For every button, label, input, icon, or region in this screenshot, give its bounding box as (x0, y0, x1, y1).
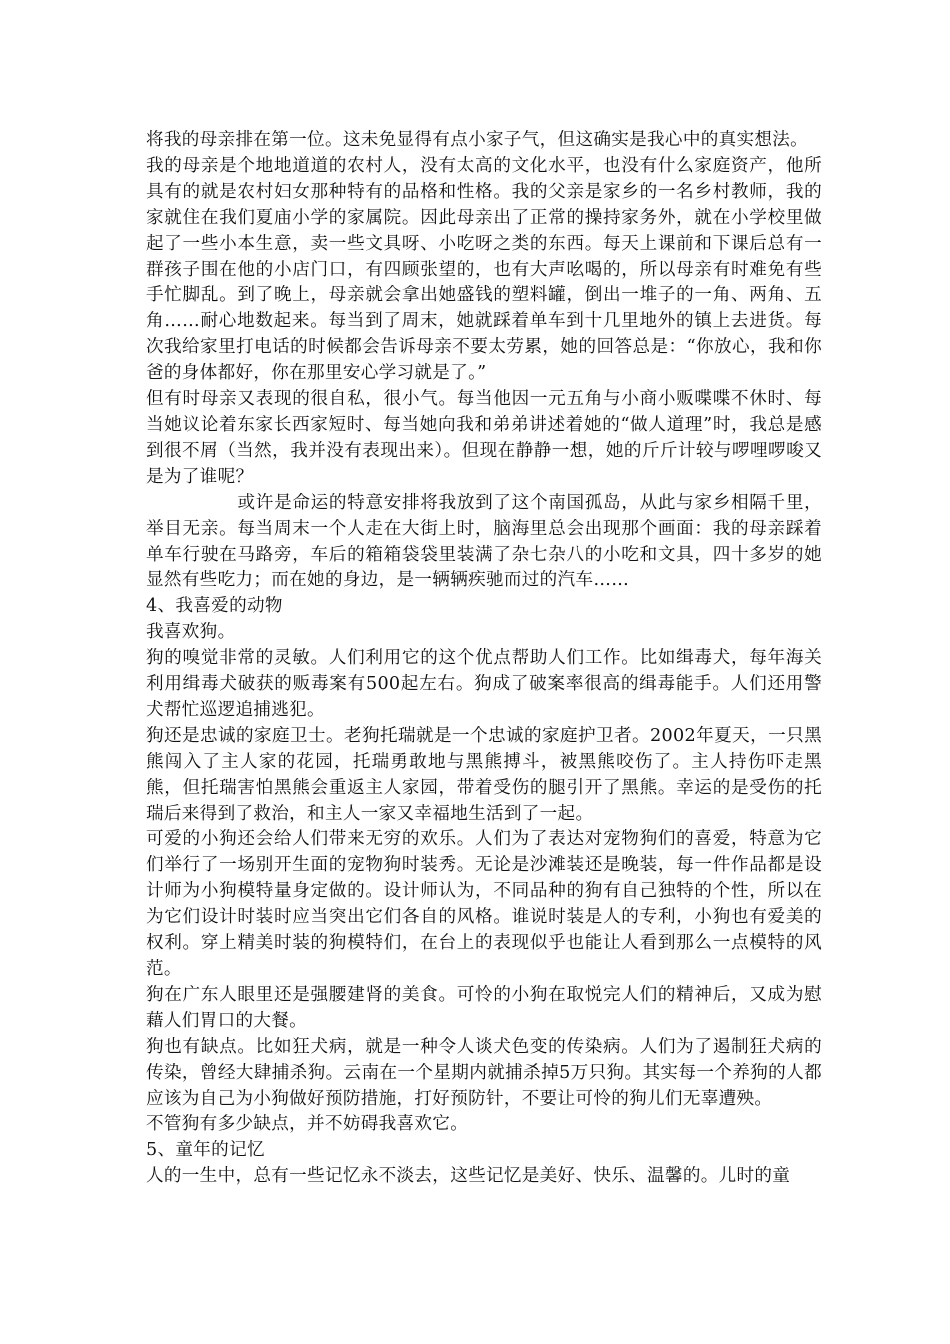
document-page (146, 128, 822, 1190)
paragraph-dog-rabies: 狗也有缺点。比如狂犬病，就是一种令人谈犬色变的传染病。人们为了遏制狂犬病的传染，曾经大肆捕杀狗。云南在一个星期内就捕杀掉5万只狗。其实每一个养狗的人都应该为自己为小狗做好预防措施，打好预防针，不要让可怜的狗儿们无辜遭殃。 (146, 1036, 822, 1109)
paragraph-dog-fashion: 可爱的小狗还会给人们带来无穷的欢乐。人们为了表达对宠物狗们的喜爱，特意为它们举行了一场别开生面的宠物狗时装秀。无论是沙滩装还是晚装，每一件作品都是设计师为小狗模特量身定做的。设计师认为，不同品种的狗有自己独特的个性，所以在为它们设计时装时应当突出它们各自的风格。谁说时装是人的专利，小狗也有爱美的权利。穿上精美时装的狗模特们，在台上的表现似乎也能让人看到那么一点模特的风范。 (146, 829, 822, 979)
section-heading-favorite-animal: 4、我喜爱的动物 (146, 596, 283, 617)
paragraph-dog-conclusion: 不管狗有多少缺点，并不妨碍我喜欢它。 (146, 1114, 469, 1135)
paragraph-dog-smell: 狗的嗅觉非常的灵敏。人们利用它的这个优点帮助人们工作。比如缉毒犬，每年海关利用缉毒犬破获的贩毒案有500起左右。狗成了破案率很高的缉毒能手。人们还用警犬帮忙巡逻追捕逃犯。 (146, 648, 822, 720)
paragraph-like-dogs: 我喜欢狗。 (146, 622, 236, 643)
paragraph-childhood-memory: 人的一生中，总有一些记忆永不淡去，这些记忆是美好、快乐、温馨的。儿时的童 (146, 1166, 791, 1187)
paragraph-mother-stingy: 但有时母亲又表现的很自私，很小气。每当他因一元五角与小商小贩喋喋不休时、每当她议论着东家长西家短时、每当她向我和弟弟讲述着她的“做人道理”时，我总是感到很不屑（当然，我并没有表现出来）。但现在静静一想，她的斤斤计较与啰哩啰唆又是为了谁呢？ (146, 389, 822, 487)
section-heading-childhood: 5、童年的记忆 (146, 1140, 265, 1161)
paragraph-mother-memory: 或许是命运的特意安排将我放到了这个南国孤岛，从此与家乡相隔千里，举目无亲。每当周末一个人走在大街上时，脑海里总会出现那个画面：我的母亲踩着单车行驶在马路旁，车后的箱箱袋袋里装满了杂七杂八的小吃和文具，四十多岁的她显然有些吃力；而在她的身边，是一辆辆疾驰而过的汽车…… (146, 492, 822, 591)
paragraph-dog-food: 狗在广东人眼里还是强腰建肾的美食。可怜的小狗在取悦完人们的精神后，又成为慰藉人们胃口的大餐。 (146, 984, 822, 1031)
paragraph-dog-loyal: 狗还是忠诚的家庭卫士。老狗托瑞就是一个忠诚的家庭护卫者。2002年夏天，一只黑熊闯入了主人家的花园，托瑞勇敢地与黑熊搏斗，被黑熊咬伤了。主人持伤吓走黑熊，但托瑞害怕黑熊会重返主人家园，带着受伤的腿引开了黑熊。幸运的是受伤的托瑞后来得到了救治，和主人一家又幸福地生活到了一起。 (146, 725, 822, 824)
paragraph-mother-rural: 我的母亲是个地地道道的农村人，没有太高的文化水平，也没有什么家庭资产，他所具有的就是农村妇女那种特有的品格和性格。我的父亲是家乡的一名乡村教师，我的家就住在我们夏庙小学的家属院。因此母亲出了正常的操持家务外，就在小学校里做起了一些小本生意，卖一些文具呀、小吃呀之类的东西。每天上课前和下课后总有一群孩子围在他的小店门口，有四顾张望的，也有大声吆喝的，所以母亲有时难免有些手忙脚乱。到了晚上，母亲就会拿出她盛钱的塑料罐，倒出一堆子的一角、两角、五角……耐心地数起来。每当到了周末，她就踩着单车到十几里地外的镇上去进货。每次我给家里打电话的时候都会告诉母亲不要太劳累，她的回答总是：“你放心，我和你爸的身体都好，你在那里安心学习就是了。” (146, 155, 822, 384)
paragraph-mother-first: 将我的母亲排在第一位。这未免显得有点小家子气，但这确实是我心中的真实想法。 (146, 130, 809, 150)
